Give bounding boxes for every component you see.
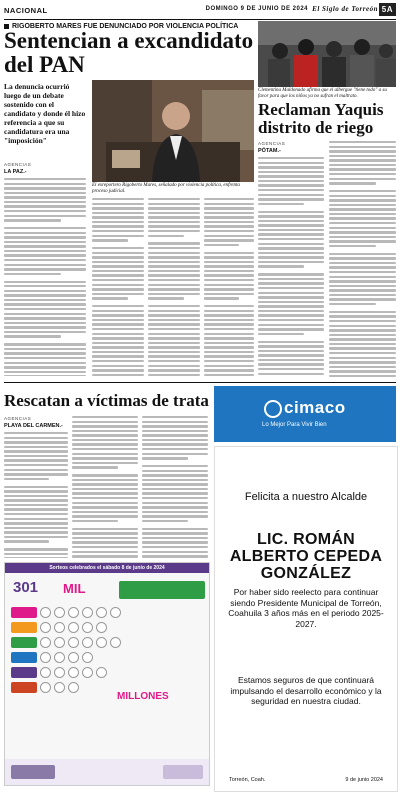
lottery-row bbox=[11, 667, 203, 678]
lottery-footer-logos bbox=[5, 759, 209, 785]
congratulations-ad bbox=[214, 446, 398, 792]
lottery-row bbox=[11, 607, 203, 618]
ad-place: Torreón, Coah. bbox=[229, 777, 266, 783]
lead-body-text bbox=[92, 198, 144, 376]
lead-body-column-2 bbox=[92, 198, 144, 376]
lead-body-text bbox=[148, 198, 200, 376]
trata-body-column-1 bbox=[4, 416, 68, 558]
lottery-logo bbox=[163, 765, 203, 779]
ad-title: Felicita a nuestro Alcalde bbox=[244, 491, 368, 503]
side-dateline: PÓTAM.- bbox=[258, 148, 281, 154]
trata-headline: Rescatan a víctimas de trata bbox=[4, 391, 209, 410]
ad-date: 9 de junio 2024 bbox=[345, 777, 383, 783]
side-body-text bbox=[258, 157, 324, 377]
newspaper-brand: El Siglo de Torreón bbox=[312, 5, 378, 13]
lottery-row bbox=[11, 622, 203, 633]
ad-body-1: Por haber sido reelecto para continuar siendo Presidente Municipal de Torreón, Coahuila 3 años más en el periodo 2025-2027. bbox=[228, 587, 384, 629]
lottery-millones: MILLONES bbox=[117, 691, 169, 702]
side-photo-caption: Clementina Maldonado afirma que el albergue "tiene todo" a su favor para que los niños ya no sufran el maltrato. bbox=[258, 88, 387, 99]
lead-byline: AGENCIAS bbox=[4, 162, 32, 167]
lead-photo bbox=[92, 80, 254, 182]
issue-date: DOMINGO 9 DE JUNIO DE 2024 bbox=[205, 6, 308, 12]
lottery-row bbox=[11, 682, 203, 693]
lottery-header: Sorteos celebrados el sábado 8 de junio de 2024 bbox=[5, 563, 209, 573]
trata-byline: AGENCIAS bbox=[4, 416, 32, 421]
trata-body-column-3 bbox=[142, 416, 208, 558]
lottery-logo bbox=[11, 765, 55, 779]
lead-body-text bbox=[4, 178, 86, 376]
honoree-name: LIC. ROMÁN ALBERTO CEPEDA GONZÁLEZ bbox=[229, 531, 383, 582]
lottery-number: 301 bbox=[13, 579, 39, 596]
trata-body-text bbox=[72, 416, 138, 558]
lottery-green-banner bbox=[119, 581, 205, 599]
side-photo bbox=[258, 21, 396, 87]
cimaco-circle-icon bbox=[264, 400, 282, 418]
lead-body-column-3 bbox=[148, 198, 200, 376]
side-byline: AGENCIAS bbox=[258, 141, 286, 146]
lottery-row bbox=[11, 637, 203, 648]
ad-body-2: Estamos seguros de que continuará impulsando el desarrollo económico y la seguridad en nuestra ciudad. bbox=[230, 675, 382, 706]
lead-body-text bbox=[204, 198, 254, 376]
lottery-row bbox=[11, 652, 203, 663]
cimaco-ad bbox=[214, 386, 396, 442]
side-body-text bbox=[329, 141, 396, 377]
lottery-result-rows bbox=[11, 607, 203, 693]
cimaco-tagline: Lo Mejor Para Vivir Bien bbox=[262, 422, 327, 428]
trata-dateline: PLAYA DEL CARMEN.- bbox=[4, 423, 63, 429]
lottery-pink-label: MIL bbox=[63, 581, 86, 596]
lead-deck: La denuncia ocurrió luego de un debate sostenido con el candidato y donde él hizo referencia a que su candidatura era una "imposición" bbox=[4, 82, 86, 145]
trata-body-column-2 bbox=[72, 416, 138, 558]
lead-dateline: LA PAZ.- bbox=[4, 169, 27, 175]
trata-body-text bbox=[4, 432, 68, 558]
lead-body-column-4 bbox=[204, 198, 254, 376]
section-label: NACIONAL bbox=[4, 6, 48, 15]
cimaco-logo: cimaco bbox=[284, 398, 346, 417]
lead-body-column-1 bbox=[4, 162, 86, 376]
lead-photo-caption: El exreportero Rigoberto Mares, señalado por violencia política, enfrenta proceso judicial. bbox=[92, 183, 240, 194]
section-divider bbox=[4, 382, 396, 383]
side-body-column-2 bbox=[329, 141, 396, 377]
lead-kicker-text: RIGOBERTO MARES FUE DENUNCIADO POR VIOLENCIA POLÍTICA bbox=[12, 23, 239, 30]
page-number: 5A bbox=[379, 3, 396, 16]
side-body-column-1 bbox=[258, 141, 324, 377]
masthead bbox=[4, 3, 396, 20]
trata-body-text bbox=[142, 416, 208, 558]
lead-headline: Sentencian a excandidato del PAN bbox=[4, 28, 254, 77]
side-headline: Reclaman Yaquis distrito de riego bbox=[258, 100, 384, 137]
lottery-results-ad bbox=[4, 562, 210, 786]
